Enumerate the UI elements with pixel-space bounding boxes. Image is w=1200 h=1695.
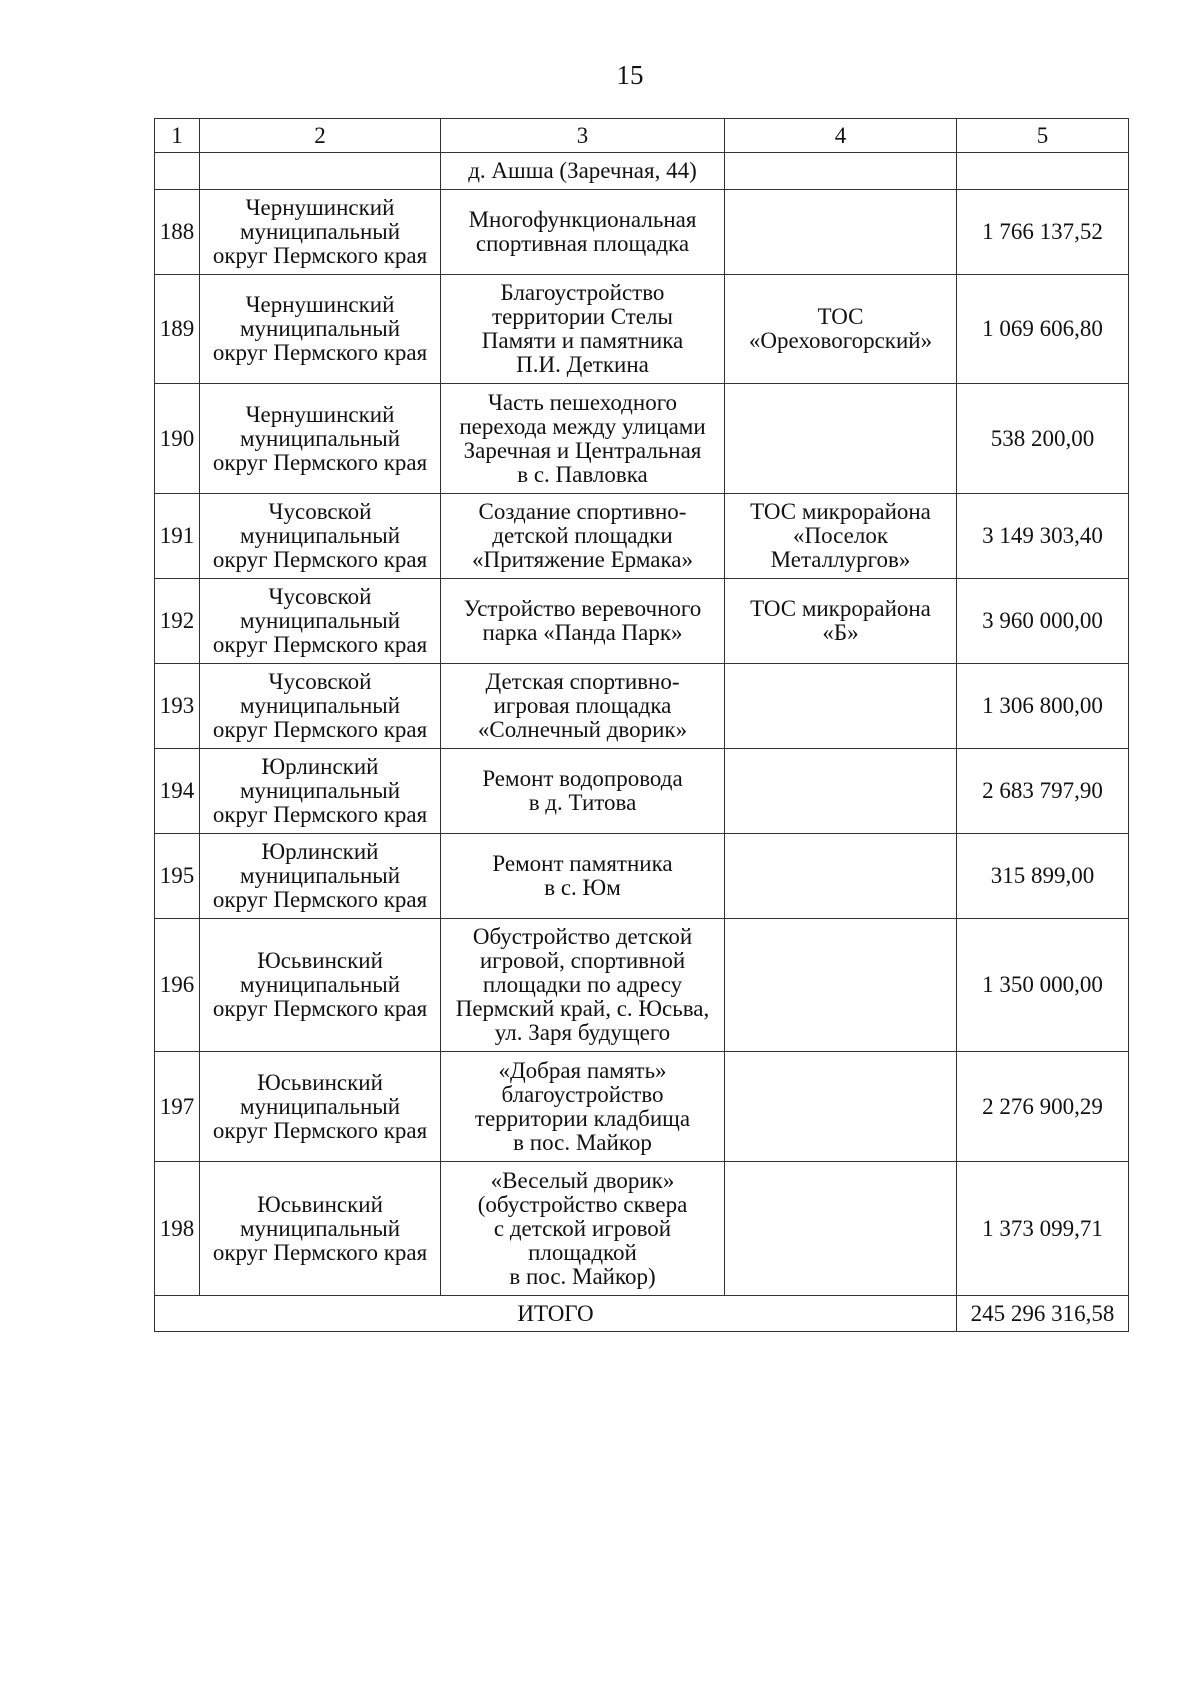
cell-initiator: ТОС «Ореховогорский» [725, 275, 957, 384]
table-row [155, 749, 1129, 834]
cell-num [155, 153, 200, 190]
cell-project: Часть пешеходного перехода между улицами Заречная и Центральная в с. Павловка [441, 384, 725, 494]
cell-initiator [725, 1162, 957, 1296]
cell-initiator [725, 384, 957, 494]
cell-initiator [725, 1052, 957, 1162]
table-row [155, 494, 1129, 579]
total-label: ИТОГО [155, 1296, 957, 1332]
cell-amount: 538 200,00 [957, 384, 1129, 494]
cell-municipality [200, 153, 441, 190]
cell-num: 192 [155, 579, 200, 664]
cell-project: Многофункциональная спортивная площадка [441, 190, 725, 275]
cell-amount: 1 350 000,00 [957, 919, 1129, 1052]
cell-amount: 315 899,00 [957, 834, 1129, 919]
table-row [155, 919, 1129, 1052]
cell-project: «Веселый дворик» (обустройство сквера с детской игровой площадкой в пос. Майкор) [441, 1162, 725, 1296]
cell-initiator: ТОС микрорайона «Б» [725, 579, 957, 664]
table-row [155, 579, 1129, 664]
cell-amount: 1 373 099,71 [957, 1162, 1129, 1296]
cell-num: 195 [155, 834, 200, 919]
cell-municipality: Чусовской муниципальный округ Пермского края [200, 579, 441, 664]
table-row [155, 190, 1129, 275]
page-number: 15 [616, 60, 644, 90]
table-row [155, 664, 1129, 749]
cell-initiator [725, 153, 957, 190]
header-cell-5: 5 [957, 119, 1129, 153]
cell-num: 188 [155, 190, 200, 275]
cell-num: 194 [155, 749, 200, 834]
cell-num: 197 [155, 1052, 200, 1162]
cell-municipality: Чусовской муниципальный округ Пермского края [200, 494, 441, 579]
table-row [155, 275, 1129, 384]
header-cell-2: 2 [200, 119, 441, 153]
cell-initiator [725, 664, 957, 749]
cell-municipality: Юрлинский муниципальный округ Пермского края [200, 834, 441, 919]
cell-num: 190 [155, 384, 200, 494]
cell-municipality: Чернушинский муниципальный округ Пермского края [200, 275, 441, 384]
cell-amount: 1 766 137,52 [957, 190, 1129, 275]
table-row [155, 1052, 1129, 1162]
cell-project: Ремонт памятника в с. Юм [441, 834, 725, 919]
cell-initiator [725, 190, 957, 275]
table-row [155, 1162, 1129, 1296]
table-row [155, 834, 1129, 919]
total-amount: 245 296 316,58 [957, 1296, 1129, 1332]
cell-project: Ремонт водопровода в д. Титова [441, 749, 725, 834]
cell-num: 191 [155, 494, 200, 579]
funding-table [154, 118, 1129, 1332]
cell-initiator: ТОС микрорайона «Поселок Металлургов» [725, 494, 957, 579]
cell-project: Устройство веревочного парка «Панда Парк» [441, 579, 725, 664]
cell-amount: 2 276 900,29 [957, 1052, 1129, 1162]
header-cell-4: 4 [725, 119, 957, 153]
cell-project: «Добрая память» благоустройство территории кладбища в пос. Майкор [441, 1052, 725, 1162]
cell-initiator [725, 749, 957, 834]
table-body [155, 119, 1129, 1332]
header-row [155, 119, 1129, 153]
cell-amount: 1 069 606,80 [957, 275, 1129, 384]
cell-project: Детская спортивно- игровая площадка «Солнечный дворик» [441, 664, 725, 749]
cell-municipality: Юсьвинский муниципальный округ Пермского края [200, 1162, 441, 1296]
cell-municipality: Чернушинский муниципальный округ Пермского края [200, 384, 441, 494]
cell-initiator [725, 919, 957, 1052]
cell-amount [957, 153, 1129, 190]
cell-municipality: Юрлинский муниципальный округ Пермского края [200, 749, 441, 834]
total-row [155, 1296, 1129, 1332]
cell-amount: 2 683 797,90 [957, 749, 1129, 834]
cell-amount: 3 149 303,40 [957, 494, 1129, 579]
table-row [155, 384, 1129, 494]
header-cell-3: 3 [441, 119, 725, 153]
cell-project: д. Ашша (Заречная, 44) [441, 153, 725, 190]
cell-project: Обустройство детской игровой, спортивной площадки по адресу Пермский край, с. Юсьва, ул. Заря будущего [441, 919, 725, 1052]
cell-amount: 1 306 800,00 [957, 664, 1129, 749]
cell-num: 198 [155, 1162, 200, 1296]
cell-municipality: Юсьвинский муниципальный округ Пермского края [200, 919, 441, 1052]
continuation-row [155, 153, 1129, 190]
cell-project: Благоустройство территории Стелы Памяти и памятника П.И. Деткина [441, 275, 725, 384]
cell-num: 193 [155, 664, 200, 749]
cell-municipality: Чусовской муниципальный округ Пермского края [200, 664, 441, 749]
cell-municipality: Чернушинский муниципальный округ Пермского края [200, 190, 441, 275]
cell-amount: 3 960 000,00 [957, 579, 1129, 664]
cell-num: 189 [155, 275, 200, 384]
header-cell-1: 1 [155, 119, 200, 153]
cell-project: Создание спортивно- детской площадки «Притяжение Ермака» [441, 494, 725, 579]
cell-municipality: Юсьвинский муниципальный округ Пермского края [200, 1052, 441, 1162]
cell-num: 196 [155, 919, 200, 1052]
cell-initiator [725, 834, 957, 919]
